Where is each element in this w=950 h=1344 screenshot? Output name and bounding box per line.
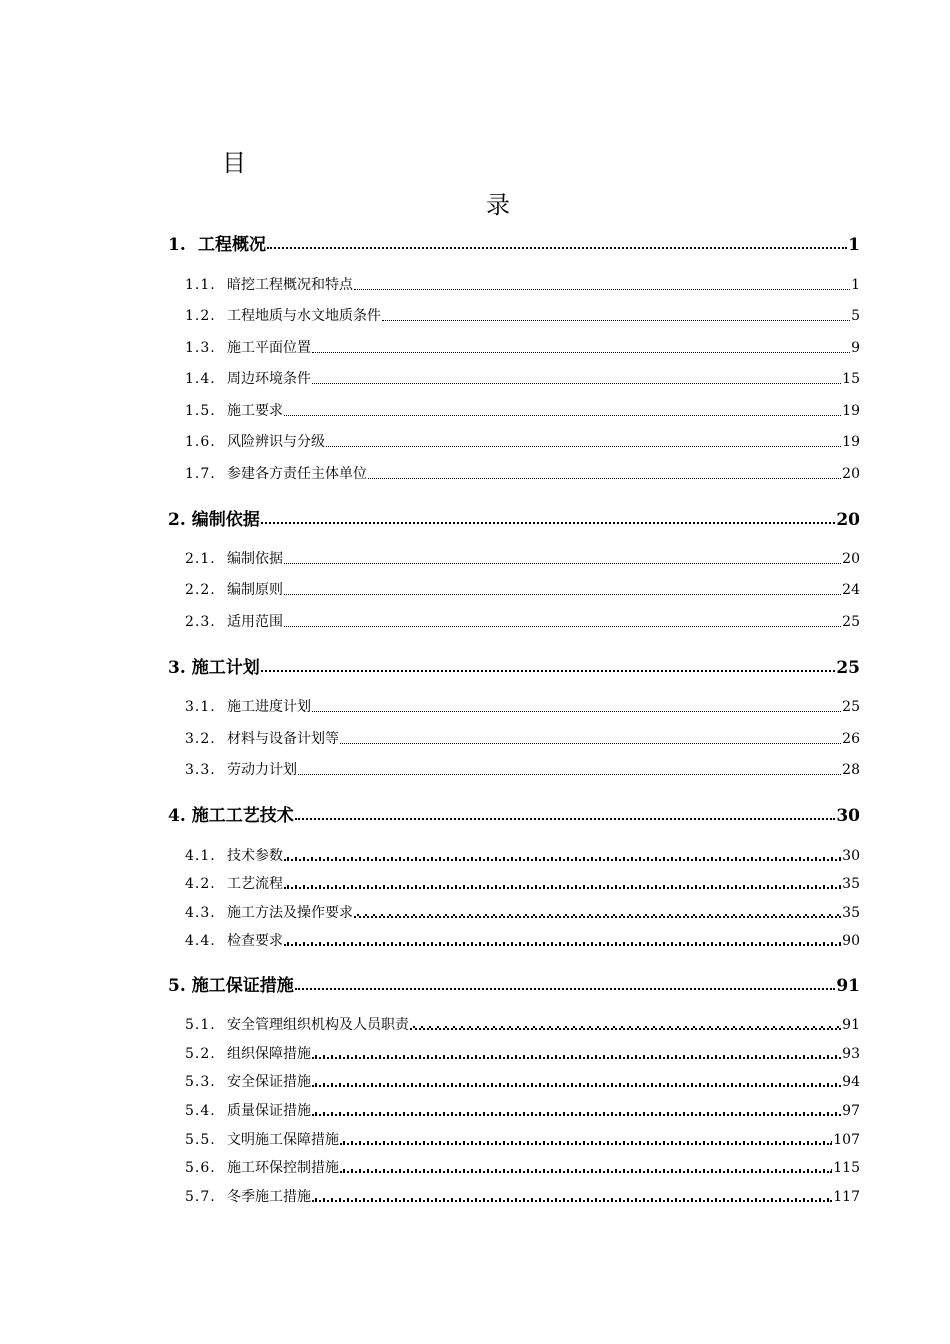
toc-entry-5-5[interactable]: [185, 1129, 860, 1151]
toc-number: 5.: [168, 976, 186, 996]
toc-entry-5-3[interactable]: [185, 1071, 860, 1093]
toc-text: 材料与设备计划等: [227, 731, 339, 747]
toc-page: 25: [842, 699, 860, 715]
toc-text: 工程概况: [198, 235, 266, 255]
toc-entry-5-4[interactable]: [185, 1100, 860, 1122]
toc-heading-3[interactable]: [168, 653, 860, 679]
toc-number: 5.5.: [185, 1132, 216, 1148]
toc-entry-3-3[interactable]: [185, 759, 860, 781]
dot-leader: [283, 611, 842, 633]
toc-entry-3-1[interactable]: [185, 696, 860, 718]
toc-entry-5-1[interactable]: [185, 1014, 860, 1036]
toc-page: 90: [842, 933, 860, 949]
dot-leader: [353, 274, 851, 296]
toc-number: 4.2.: [185, 876, 216, 892]
toc-text: 安全管理组织机构及人员职责: [227, 1017, 409, 1033]
toc-entry-1-3[interactable]: [185, 337, 860, 359]
toc-entry-5-6[interactable]: [185, 1157, 860, 1179]
toc-number: 1.1.: [185, 277, 216, 293]
toc-number: 5.6.: [185, 1160, 216, 1176]
toc-entry-1-4[interactable]: [185, 368, 860, 390]
toc-number: 5.3.: [185, 1074, 216, 1090]
toc-page: 91: [836, 976, 860, 996]
toc-entry-4-2[interactable]: [185, 873, 860, 895]
toc-heading-5[interactable]: [168, 971, 860, 997]
toc-page: 25: [842, 614, 860, 630]
toc-number: 4.1.: [185, 848, 216, 864]
toc-number: 3.2.: [185, 731, 216, 747]
toc-text: 施工工艺技术: [191, 806, 294, 826]
toc-page: 20: [836, 510, 860, 530]
toc-page: 9: [851, 340, 860, 356]
toc-page: 15: [842, 371, 860, 387]
dot-leader: [283, 548, 842, 570]
toc-page: 91: [842, 1017, 860, 1033]
dot-leader: [311, 337, 851, 359]
toc-entry-1-2[interactable]: [185, 305, 860, 327]
dot-leader: [283, 845, 842, 867]
toc-entry-2-1[interactable]: [185, 548, 860, 570]
toc-text: 施工要求: [227, 403, 283, 419]
dot-leader: [294, 801, 837, 827]
toc-number: 4.: [168, 806, 186, 826]
toc-number: 5.4.: [185, 1103, 216, 1119]
toc-text: 施工方法及操作要求: [227, 905, 353, 921]
toc-entry-2-2[interactable]: [185, 579, 860, 601]
toc-number: 1.7.: [185, 466, 216, 482]
toc-page: 117: [833, 1189, 860, 1205]
toc-text: 冬季施工措施: [227, 1189, 311, 1205]
toc-entry-1-6[interactable]: [185, 431, 860, 453]
dot-leader: [297, 759, 842, 781]
toc-page: 107: [833, 1132, 860, 1148]
toc-page: 19: [842, 434, 860, 450]
dot-leader: [311, 696, 842, 718]
toc-number: 1.6.: [185, 434, 216, 450]
toc-page: 94: [842, 1074, 860, 1090]
dot-leader: [294, 971, 837, 997]
dot-leader: [266, 230, 848, 256]
toc-page: 93: [842, 1046, 860, 1062]
toc-number: 4.3.: [185, 905, 216, 921]
dot-leader: [260, 653, 837, 679]
dot-leader: [311, 368, 842, 390]
toc-page: 115: [833, 1160, 860, 1176]
dot-leader: [311, 1043, 842, 1065]
dot-leader: [339, 1157, 833, 1179]
toc-heading-2[interactable]: [168, 505, 860, 531]
toc-page: 20: [842, 551, 860, 567]
toc-text: 组织保障措施: [227, 1046, 311, 1062]
toc-text: 劳动力计划: [227, 762, 297, 778]
toc-text: 参建各方责任主体单位: [227, 466, 367, 482]
toc-number: 3.: [168, 658, 186, 678]
toc-entry-5-7[interactable]: [185, 1186, 860, 1208]
toc-title-part2: 录: [486, 191, 510, 219]
toc-text: 施工进度计划: [227, 699, 311, 715]
dot-leader: [311, 1100, 842, 1122]
toc-number: 3.1.: [185, 699, 216, 715]
toc-text: 施工保证措施: [191, 976, 294, 996]
toc-text: 工艺流程: [227, 876, 283, 892]
dot-leader: [409, 1014, 842, 1036]
toc-number: 1.: [168, 235, 186, 255]
toc-entry-4-3[interactable]: [185, 902, 860, 924]
toc-page: 28: [842, 762, 860, 778]
toc-number: 2.2.: [185, 582, 216, 598]
toc-text: 风险辨识与分级: [227, 434, 325, 450]
toc-text: 工程地质与水文地质条件: [227, 308, 381, 324]
toc-number: 5.7.: [185, 1189, 216, 1205]
toc-page: 24: [842, 582, 860, 598]
toc-page: 19: [842, 403, 860, 419]
toc-page: 30: [836, 806, 860, 826]
toc-heading-1[interactable]: [168, 230, 860, 256]
dot-leader: [381, 305, 851, 327]
toc-page: 35: [842, 876, 860, 892]
toc-entry-1-7[interactable]: [185, 463, 860, 485]
toc-text: 施工环保控制措施: [227, 1160, 339, 1176]
toc-number: 5.1.: [185, 1017, 216, 1033]
toc-number: 1.2.: [185, 308, 216, 324]
toc-text: 编制依据: [227, 551, 283, 567]
toc-entry-4-1[interactable]: [185, 845, 860, 867]
dot-leader: [260, 505, 837, 531]
toc-page: 26: [842, 731, 860, 747]
toc-number: 3.3.: [185, 762, 216, 778]
toc-number: 2.: [168, 510, 186, 530]
dot-leader: [339, 728, 842, 750]
toc-title-part1: 目: [222, 149, 246, 177]
toc-page: 5: [851, 308, 860, 324]
toc-number: 1.4.: [185, 371, 216, 387]
toc-text: 施工计划: [191, 658, 260, 678]
toc-entry-1-5[interactable]: [185, 400, 860, 422]
toc-text: 技术参数: [227, 848, 283, 864]
toc-text: 编制依据: [191, 510, 260, 530]
toc-entry-3-2[interactable]: [185, 728, 860, 750]
dot-leader: [325, 431, 842, 453]
toc-number: 4.4.: [185, 933, 216, 949]
toc-number: 2.3.: [185, 614, 216, 630]
dot-leader: [283, 930, 842, 952]
toc-page: 97: [842, 1103, 860, 1119]
toc-number: 1.3.: [185, 340, 216, 356]
toc-page: 1: [851, 277, 860, 293]
toc-entry-5-2[interactable]: [185, 1043, 860, 1065]
toc-number: 2.1.: [185, 551, 216, 567]
toc-text: 周边环境条件: [227, 371, 311, 387]
toc-heading-4[interactable]: [168, 801, 860, 827]
toc-text: 适用范围: [227, 614, 283, 630]
dot-leader: [311, 1071, 842, 1093]
toc-entry-2-3[interactable]: [185, 611, 860, 633]
toc-text: 安全保证措施: [227, 1074, 311, 1090]
toc-text: 文明施工保障措施: [227, 1132, 339, 1148]
dot-leader: [283, 400, 842, 422]
toc-page: 20: [842, 466, 860, 482]
toc-entry-1-1[interactable]: [185, 274, 860, 296]
toc-number: 5.2.: [185, 1046, 216, 1062]
toc-entry-4-4[interactable]: [185, 930, 860, 952]
dot-leader: [283, 873, 842, 895]
toc-number: 1.5.: [185, 403, 216, 419]
toc-page: 25: [836, 658, 860, 678]
dot-leader: [311, 1186, 833, 1208]
dot-leader: [339, 1129, 833, 1151]
dot-leader: [367, 463, 842, 485]
dot-leader: [353, 902, 842, 924]
toc-page: 35: [842, 905, 860, 921]
toc-text: 质量保证措施: [227, 1103, 311, 1119]
toc-page: 30: [842, 848, 860, 864]
toc-text: 检查要求: [227, 933, 283, 949]
toc-page: 1: [848, 235, 860, 255]
dot-leader: [283, 579, 842, 601]
toc-text: 暗挖工程概况和特点: [227, 277, 353, 293]
toc-text: 施工平面位置: [227, 340, 311, 356]
toc-text: 编制原则: [227, 582, 283, 598]
